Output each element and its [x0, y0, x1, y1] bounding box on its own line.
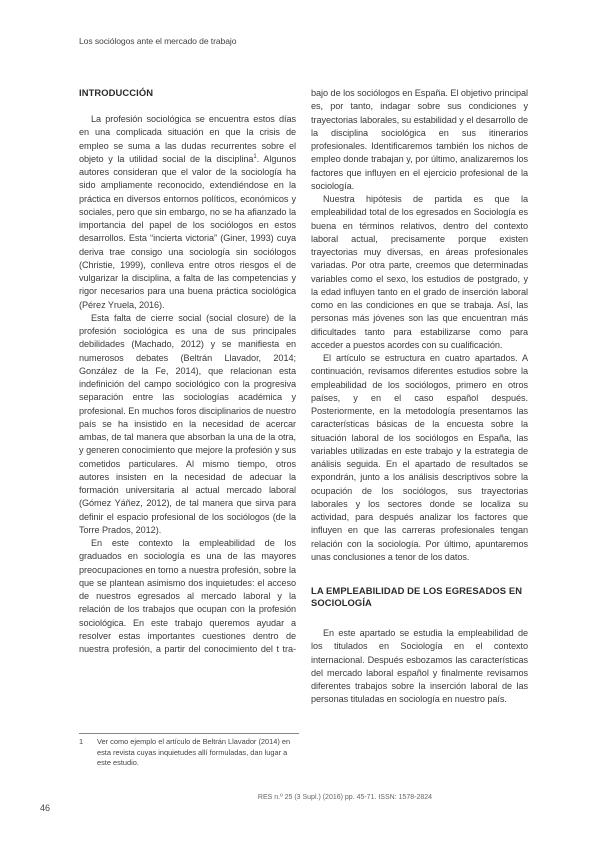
footnote-number: 1	[79, 737, 84, 746]
journal-footer: RES n.º 25 (3 Supl.) (2016) pp. 45-71. ISSN: 1578-2824	[257, 794, 433, 801]
running-head: Los sociólogos ante el mercado de trabajo	[79, 36, 237, 46]
paragraph-6: En este apartado se estudia la empleabilidad de los titulados en Sociología en el contexto internacional. Después esbozamos las características del mercado laboral español y finalmente revisamos diferentes trabajos sobre la inserción laboral de las personas tituladas en sociología en nuestro país.	[311, 628, 528, 705]
paragraph-4: Nuestra hipótesis de partida es que la empleabilidad total de los egresados en Sociología es buena en términos relativos, dentro del contexto laboral actual, precisamente porque existen trayectorias muy diversas, en áreas profesionales variadas. Por otra parte, creemos que determinadas variables como el sexo, los estudios de postgrado, y la edad influyen tanto en el grado de inserción laboral como en las condiciones en que se trabaja. Así, las personas más jóvenes son las que encuentran más dificultades tanto para estabilizarse como para acceder a puestos acordes con su cualificación.	[311, 194, 528, 350]
page-number: 46	[40, 803, 51, 813]
section-title-introduccion: INTRODUCCIÓN	[79, 87, 154, 98]
paragraph-2: Esta falta de cierre social (social closure) de la profesión sociológica es una de sus principales debilidades (Machado, 2012) y se manifiesta en numerosos debates (Beltrán Llavador, 2014; González de la Fe, 2014), que relacionan esta indefinición del campo sociológico con la progresiva separación entre las sociologías académica y profesional. En muchos foros disciplinarios de nuestro país se ha insistido en la necesidad de acercar ambas, de tal manera que absorban la una de la otra, y generen conocimiento que mejore la profesión y sus cometidos particulares. Al mismo tiempo, otros autores insisten en la necesidad de adecuar la formación universitaria al actual mercado laboral (Gómez Yáñez, 2012), de tal manera que sirva para definir el espacio profesional de los sociólogos (de la Torre Prados, 2012).	[79, 312, 296, 535]
paragraph-3-part-b: bajo de los sociólogos en España. El objetivo principal es, por tanto, indagar sobre sus condiciones y trayectorias laborales, su estabilidad y el desarrollo de la disciplina sociológica en sus itinerarios profesionales. Identificaremos también los nichos de empleo donde trabajan y, por último, analizaremos los factores que influyen en el ejercicio profesional de la sociología.	[311, 88, 528, 191]
paragraph-1-text: La profesión sociológica se encuentra estos días en una complicada situación en que la crisis de empleo se suma a las dudas recurrentes sobre el objeto y la utilidad social de la disciplina	[79, 114, 296, 164]
paragraph-5: El artículo se estructura en cuatro apartados. A continuación, revisamos diferentes estudios sobre la empleabilidad de los sociólogos, primero en otros países, y en el caso español después. Posteriormente, en la metodología presentamos las características básicas de la encuesta sobre la situación laboral de los sociólogos en España, las variables utilizadas en este trabajo y la estrategia de análisis seguida. En el apartado de resultados se expondrán, junto a los análisis descriptivos sobre la ocupación de los sociólogos, sus trayectorias laborales y los sectores donde se localiza su actividad, para después analizar los factores que influyen en que las carreras profesionales tengan relación con la sociología. Por último, apuntaremos unas conclusiones a tenor de los datos.	[311, 353, 528, 562]
left-column	[79, 87, 296, 656]
footnote	[79, 733, 299, 769]
right-column	[311, 87, 528, 707]
paragraph-1	[79, 113, 296, 312]
footnote-text: Ver como ejemplo el artículo de Beltrán Llavador (2014) en esta revista cuyas inquietudes allí formuladas, dan lugar a este estudio.	[97, 737, 291, 767]
footnote-ref-1[interactable]: 1	[253, 153, 257, 160]
paragraph-1-cont: . Algunos autores consideran que el valor de la sociología ha sido ampliamente reconocido, extendiéndose en la práctica en diversos entornos políticos, económicos y sociales, pero que sin embargo, no se ha afianzado la importancia del papel de los sociólogos en estos desarrollos. Esta “incierta victoria” (Giner, 1993) cuya deriva trae consigo una sociología sin sociólogos (Christie, 1999), conlleva entre otros riesgos el de vulgarizar la disciplina, a falta de las competencias y rigor necesarios para una buena práctica sociológica (Pérez Yruela, 2016).	[79, 153, 296, 310]
section-title-empleabilidad: LA EMPLEABILIDAD DE LOS EGRESADOS EN SOCIOLOGÍA	[311, 585, 523, 608]
paragraph-3-part-a: En este contexto la empleabilidad de los graduados en sociología es una de las mayores preocupaciones en torno a nuestra profesión, sobre la que se plantean asimismo dos inquietudes: el acceso de nuestros egresados al mercado laboral y la relación de los trabajos que ocupan con la profesión sociológica. En este trabajo queremos ayudar a resolver estas importantes cuestiones dentro de nuestra profesión, a partir del conocimiento del t tra-	[79, 538, 296, 654]
